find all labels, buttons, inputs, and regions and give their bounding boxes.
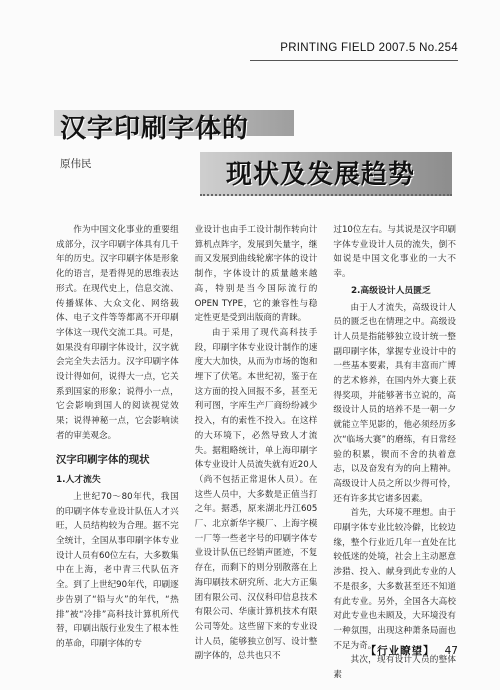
footer-section-label: 【行业瞭望】	[365, 645, 435, 657]
journal-header: PRINTING FIELD 2007.5 No.254	[280, 42, 458, 54]
column-1	[56, 223, 179, 649]
subsection-heading: 1.人才流失	[56, 475, 101, 486]
header-rule	[250, 60, 458, 61]
paragraph: 由于采用了现代高科技手段，印刷字体专业设计制作的速度大大加快，从而为市场的饱和埋下了伏笔。本世纪初，鉴于在这方面的投入回报不多，甚至无利可图，字库生产厂商纷纷减少投入，有的索性不投入。在这样的大环境下，必然导致人才流失。据粗略统计，单上海印刷字体专业设计人员流失就有近20人（尚不包括正常退休人员）。在这些人员中，大多数是正值当打之年。据悉，原来湖北丹江605厂、北京新华字模厂、上海字模一厂等一些老字号的印刷字体专业设计队伍已经销声匿迹，不复存在，而剩下的则分别散落在上海印刷技术研究所、北大方正集团有限公司、汉仪科印信息技术有限公司、华康计算机技术有限公司等处。这些留下来的专业设计人员，能够独立创写、设计整副字体的，总共也只不	[194, 327, 318, 662]
page-footer	[366, 643, 458, 658]
paragraph: 首先，大环境不理想。由于印刷字体专业比较冷僻，比较边缘，整个行业近几年一直处在比较低迷的处境，社会上主动愿意涉猎、投入、献身到此专业的人不是很多，大多数甚至还不知道有此专业。另外，全国各大高校对此专业也未顾及，大环境没有一种氛围，出现这种萧条局面也不足为奇。	[333, 508, 457, 651]
article-title-line-1: 汉字印刷字体的	[60, 114, 250, 144]
page-number: 47	[444, 644, 458, 657]
title-block	[0, 92, 500, 212]
paragraph: 上世纪70～80年代，我国的印刷字体专业设计队伍人才兴旺，人员结构较为合理。据不完全统计，全国从事印刷字体专业设计人员有60位左右，大多数集中在上海，老中青三代队伍齐全。到了上世纪90年代，印刷逐步告别了“铅与火”的年代，“热排”被“冷排”高科技计算机所代替，印刷出版行业发生了根本性的革命，印刷字体的专	[56, 491, 179, 649]
paragraph: 业设计也由手工设计制作转向计算机点阵字，发展到矢量字，继而又发展到曲线轮廓字体的设计制作，字体设计的质量越来越高，特别是当今国际流行的OPEN TYPE，它的兼容性与稳定性更是受到出版商的青睐。	[194, 225, 318, 324]
paragraph: 过10位左右。与其说是汉字印刷字体专业设计人员的流失，倒不如说是中国文化事业的一大不幸。	[333, 225, 457, 280]
paragraph: 作为中国文化事业的重要组成部分，汉字印刷字体具有几千年的历史。汉字印刷字体是形象化的语言，是看得见的思维表达形式。在现代史上，信息交流、传播媒体、大众文化、网络载体、电子文件等等都离不开印刷字体这一现代交流工具。可是，如果没有印刷字体设计，汉字就会完全失去活力。汉字印刷字体设计得如何，说得大一点，它关系到国家的形象；说得小一点，它会影响到国人的阅读视觉效果；说得神秘一点，它会影响读者的审美观念。	[56, 225, 179, 441]
author-name: 原伟民	[60, 158, 92, 170]
subsection-heading: 2.高级设计人员匮乏	[350, 285, 431, 296]
column-2	[194, 223, 318, 662]
article-title-line-2: 现状及发展趋势	[226, 160, 416, 190]
paragraph: 其次，现有设计人员的整体素	[333, 655, 457, 681]
paragraph: 由于人才流失，高级设计人员的匮乏也在情理之中。高级设计人员是指能够独立设计统一整副印刷字体，掌握专业设计中的一些基本要素，具有丰富而广博的艺术修养，在国内外大赛上获得奖项，并能够著书立说的，高级设计人员的培养不是一朝一夕就能立竿见影的，他必须经历多次“临场大赛”的磨练，有日常经验的积累，锲而不舍的执着意志，以及奋发有为的向上精神。高级设计人员之所以少得可怜，还有许多其它诸多因素。	[333, 302, 457, 504]
section-heading: 汉字印刷字体的现状	[56, 453, 150, 466]
